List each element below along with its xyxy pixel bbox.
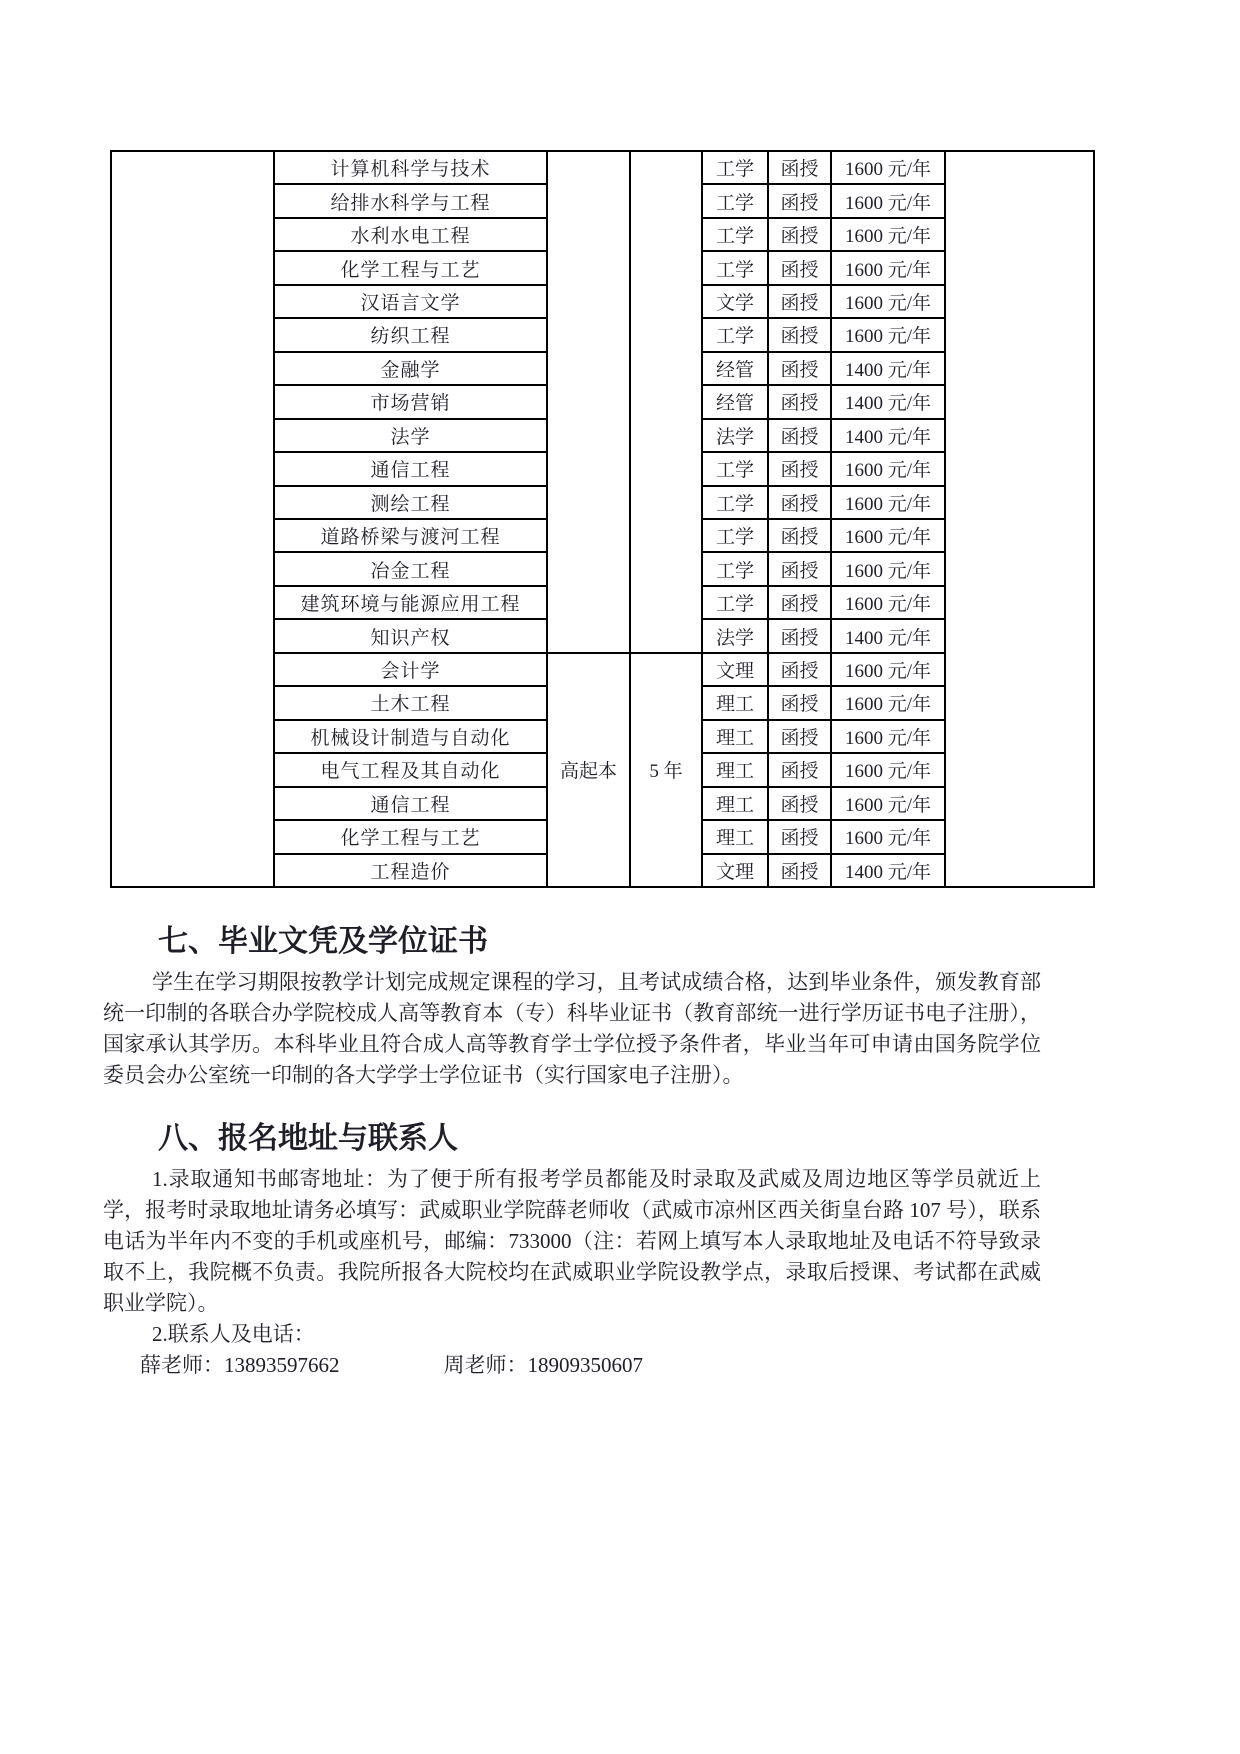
major-cell: 化学工程与工艺 [274,820,547,853]
category-cell: 法学 [702,619,768,652]
mailing-address-paragraph: 1.录取通知书邮寄地址：为了便于所有报考学员都能及时录取及武威及周边地区等学员就近上学，报考时录取地址请务必填写：武威职业学院薛老师收（武威市凉州区西关街皇台路 107 号），联系电话为半年内不变的手机或座机号，邮编：733000（注：若网上填写本人录取地址及电话不符导致录取不上，我院概不负责。我院所报各大院校均在武威职业学院设教学点，录取后授课、考试都在武威职业学院）。 [103,1167,1041,1315]
left-spacer-cell [111,151,274,887]
category-cell: 工学 [702,519,768,552]
major-cell: 给排水科学与工程 [274,184,547,217]
major-cell: 会计学 [274,653,547,686]
tuition-cell: 1400 元/年 [831,619,945,652]
form-cell: 函授 [768,854,831,887]
form-cell: 函授 [768,184,831,217]
major-cell: 冶金工程 [274,552,547,585]
tuition-cell: 1400 元/年 [831,352,945,385]
category-cell: 工学 [702,151,768,184]
form-cell: 函授 [768,586,831,619]
major-cell: 通信工程 [274,452,547,485]
tuition-cell: 1600 元/年 [831,720,945,753]
form-cell: 函授 [768,720,831,753]
major-cell: 水利水电工程 [274,218,547,251]
category-cell: 工学 [702,251,768,284]
tuition-cell: 1600 元/年 [831,820,945,853]
major-cell: 通信工程 [274,787,547,820]
form-cell: 函授 [768,218,831,251]
right-spacer-cell [945,151,1094,887]
form-cell: 函授 [768,552,831,585]
major-cell: 汉语言文学 [274,285,547,318]
contact-zhou-label: 周老师： [443,1353,528,1377]
form-cell: 函授 [768,686,831,719]
tuition-cell: 1600 元/年 [831,184,945,217]
duration-cell [630,151,702,653]
form-cell: 函授 [768,619,831,652]
major-cell: 机械设计制造与自动化 [274,720,547,753]
major-cell: 工程造价 [274,854,547,887]
category-cell: 经管 [702,352,768,385]
tuition-cell: 1600 元/年 [831,251,945,284]
tuition-cell: 1400 元/年 [831,385,945,418]
major-cell: 纺织工程 [274,318,547,351]
major-cell: 金融学 [274,352,547,385]
category-cell: 工学 [702,486,768,519]
form-cell: 函授 [768,352,831,385]
tuition-cell: 1600 元/年 [831,285,945,318]
category-cell: 文理 [702,854,768,887]
category-cell: 工学 [702,218,768,251]
category-cell: 工学 [702,318,768,351]
major-cell: 道路桥梁与渡河工程 [274,519,547,552]
form-cell: 函授 [768,452,831,485]
category-cell: 经管 [702,385,768,418]
category-cell: 理工 [702,686,768,719]
category-cell: 工学 [702,184,768,217]
form-cell: 函授 [768,753,831,786]
tuition-cell: 1400 元/年 [831,854,945,887]
tuition-cell: 1600 元/年 [831,653,945,686]
category-cell: 文学 [702,285,768,318]
form-cell: 函授 [768,151,831,184]
major-cell: 市场营销 [274,385,547,418]
category-cell: 工学 [702,586,768,619]
graduation-paragraph: 学生在学习期限按教学计划完成规定课程的学习，且考试成绩合格，达到毕业条件，颁发教育部统一印制的各联合办学院校成人高等教育本（专）科毕业证书（教育部统一进行学历证书电子注册），国家承认其学历。本科毕业且符合成人高等教育学士学位授予条件者，毕业当年可申请由国务院学位委员会办公室统一印制的各大学学士学位证书（实行国家电子注册）。 [103,970,1041,1087]
form-cell: 函授 [768,318,831,351]
tuition-cell: 1600 元/年 [831,787,945,820]
major-cell: 化学工程与工艺 [274,251,547,284]
text-content [103,925,1041,1381]
tuition-cell: 1600 元/年 [831,519,945,552]
major-cell: 知识产权 [274,619,547,652]
contact-xue-phone: 13893597662 [224,1353,340,1377]
category-cell: 理工 [702,720,768,753]
form-cell: 函授 [768,519,831,552]
category-cell: 工学 [702,452,768,485]
tuition-cell: 1600 元/年 [831,452,945,485]
category-cell: 法学 [702,419,768,452]
form-cell: 函授 [768,653,831,686]
duration-cell: 5 年 [630,653,702,887]
category-cell: 理工 [702,820,768,853]
category-cell: 理工 [702,753,768,786]
section-8-heading: 八、报名地址与联系人 [158,1121,458,1156]
major-cell: 计算机科学与技术 [274,151,547,184]
contacts-label: 2.联系人及电话： [152,1322,315,1346]
form-cell: 函授 [768,285,831,318]
form-cell: 函授 [768,820,831,853]
level-cell: 高起本 [547,653,630,887]
contacts-line [103,1350,1041,1381]
form-cell: 函授 [768,419,831,452]
category-cell: 文理 [702,653,768,686]
major-cell: 电气工程及其自动化 [274,753,547,786]
table-row [111,151,1094,184]
major-cell: 土木工程 [274,686,547,719]
tuition-cell: 1600 元/年 [831,686,945,719]
contact-xue-label: 薛老师： [140,1353,224,1377]
tuition-cell: 1600 元/年 [831,151,945,184]
tuition-cell: 1600 元/年 [831,753,945,786]
tuition-cell: 1600 元/年 [831,218,945,251]
category-cell: 理工 [702,787,768,820]
form-cell: 函授 [768,385,831,418]
form-cell: 函授 [768,486,831,519]
programs-table [110,150,1095,888]
form-cell: 函授 [768,787,831,820]
tuition-cell: 1600 元/年 [831,318,945,351]
level-cell [547,151,630,653]
form-cell: 函授 [768,251,831,284]
tuition-cell: 1400 元/年 [831,419,945,452]
tuition-cell: 1600 元/年 [831,586,945,619]
category-cell: 工学 [702,552,768,585]
contact-zhou-phone: 18909350607 [527,1353,643,1377]
section-7-heading: 七、毕业文凭及学位证书 [158,924,488,959]
tuition-cell: 1600 元/年 [831,552,945,585]
major-cell: 测绘工程 [274,486,547,519]
major-cell: 建筑环境与能源应用工程 [274,586,547,619]
major-cell: 法学 [274,419,547,452]
tuition-cell: 1600 元/年 [831,486,945,519]
